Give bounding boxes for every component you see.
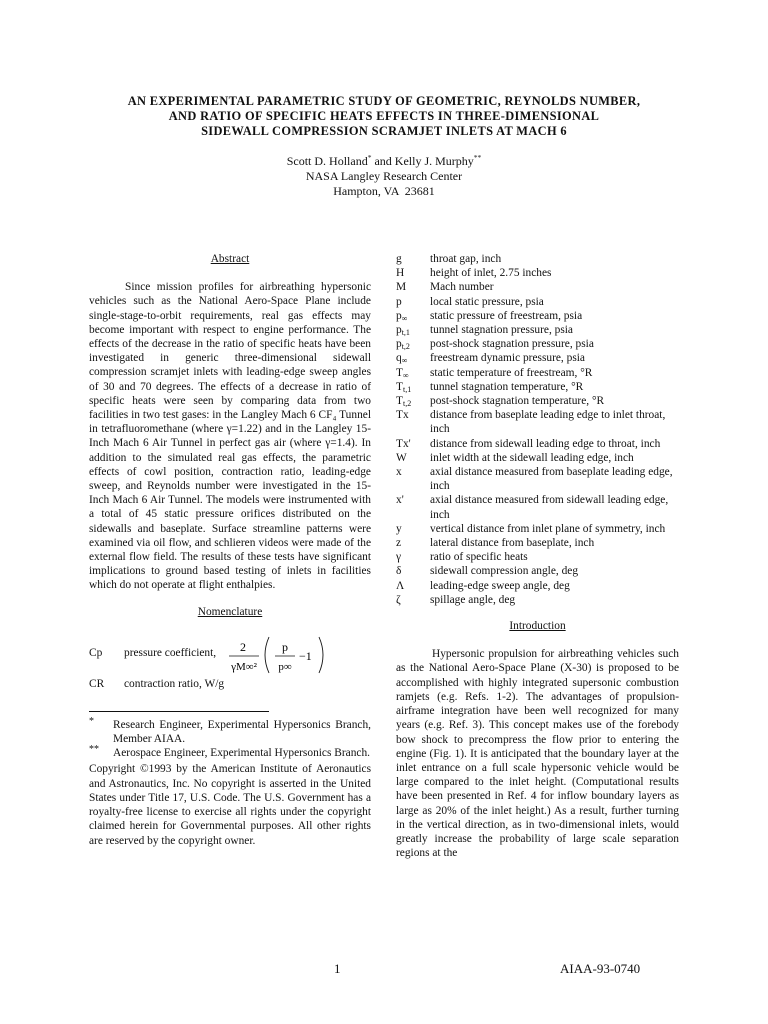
nomenclature-item [396, 394, 679, 408]
nomenclature-item [396, 550, 679, 564]
paper-id: AIAA-93-0740 [560, 961, 641, 976]
author-block [90, 150, 678, 199]
affiliation: NASA Langley Research Center [305, 169, 463, 183]
nomenclature-description: height of inlet, 2.75 inches [430, 267, 552, 280]
formula-right-paren [319, 637, 323, 673]
nomenclature-symbol-base: Tx' [396, 437, 411, 450]
nomenclature-description: static pressure of freestream, psia [430, 309, 583, 322]
nomenclature-item [396, 437, 679, 451]
nomenclature-item [396, 522, 679, 536]
nomenclature-description: sidewall compression angle, deg [430, 565, 579, 578]
nomenclature-item [396, 593, 679, 607]
nomenclature-item [396, 465, 679, 493]
nomenclature-description: inlet width at the sidewall leading edge, inch [430, 451, 634, 464]
footnote-2-text: Aerospace Engineer, Experimental Hypersonics Branch. [113, 747, 371, 760]
page-number: 1 [334, 961, 341, 976]
nomenclature-symbol-base: Λ [396, 579, 405, 592]
nomenclature-symbol-subscript: ∞ [401, 356, 408, 366]
nomenclature-item [396, 366, 679, 380]
nomenclature-symbol-base: g [396, 253, 402, 265]
footnote-1-text: Research Engineer, Experimental Hypersonics Branch, Member AIAA. [113, 718, 371, 746]
nomenclature-item [396, 564, 679, 578]
cp-formula [229, 633, 369, 677]
nomenclature-symbol [396, 280, 406, 294]
formula-left-paren [265, 637, 269, 673]
abstract-text: Since mission profiles for airbreathing hypersonic vehicles such as the National Aero-Space Plane include single-stage-to-orbit requirements, real gas effects may become important with respect to engine performance. The effects of the decrease in the ratio of specific heats have been investigated in generic three-dimensional sidewall compression scramjet inlets with leading-edge sweep angles of 30 and 70 degrees. The effects of a decrease in ratio of specific heats were seen by comparing data from two facilities in two test gases: in the Langley Mach 6 CF₄ Tunnel in tetrafluoromethane (where γ=1.22) and in the Langley 15-Inch Mach 6 Air Tunnel in perfect gas air (where γ=1.4). In addition to the simulated real gas effects, the parametric effects of cowl position, contraction ratio, leading-edge sweep, and Reynolds number were investigated in the 15-Inch Mach 6 Air Tunnel. The models were instrumented with a total of 45 static pressure orifices distributed on the sidewalls and baseplate. Surface streamline patterns were examined via oil flow, and schlieren videos were made of the external flow field. The results of these tests have significant implications to ground based testing of inlets in facilities which do not operate at flight enthalpies. [89, 281, 371, 592]
nomenclature-symbol-subscript: t,1 [401, 328, 410, 338]
left-column [89, 252, 371, 848]
nomenclature-description: throat gap, inch [430, 253, 502, 265]
nomenclature-symbol [396, 536, 401, 550]
author-line [90, 150, 678, 169]
cp-symbol: Cp [89, 646, 103, 659]
nomenclature-symbol-base: p [396, 309, 402, 322]
nomenclature-symbol [396, 252, 402, 266]
nomenclature-symbol-base: z [396, 537, 402, 550]
nomenclature-item [396, 266, 679, 280]
nomenclature-symbol-base: ζ [396, 593, 401, 606]
author-1-mark: * [367, 153, 372, 162]
nomenclature-heading: Nomenclature [197, 605, 263, 618]
nomenclature-symbol [396, 522, 402, 536]
nomenclature-item [396, 280, 679, 294]
formula-inner-denominator: p∞ [278, 660, 292, 673]
nomenclature-description: vertical distance from inlet plane of symmetry, inch [430, 522, 666, 535]
nomenclature-symbol-base: T [396, 380, 403, 393]
nomenclature-symbol-base: x' [396, 494, 404, 507]
nomenclature-item [396, 351, 679, 365]
nomenclature-symbol [396, 451, 407, 465]
nomenclature-item [396, 380, 679, 394]
footnote-1 [89, 715, 371, 746]
title-line-2: AND RATIO OF SPECIFIC HEATS EFFECTS IN THREE-DIMENSIONAL [168, 109, 600, 123]
nomenclature-description: tunnel stagnation temperature, °R [430, 380, 584, 393]
author-connector: and [371, 154, 395, 168]
nomenclature-description: axial distance measured from baseplate leading edge, inch [430, 466, 673, 493]
nomenclature-symbol-base: δ [396, 565, 402, 578]
nomenclature-description: Mach number [430, 281, 494, 294]
copyright-notice: Copyright ©1993 by the American Institute of Aeronautics and Astronautics, Inc. No copyright is asserted in the United States under Title 17, U.S. Code. The U.S. Government has a royalty-free license to exercise all rights under the copyright claimed herein for Governmental purposes. All other rights are reserved by the copyright owner. [89, 763, 371, 847]
nomenclature-description: post-shock stagnation temperature, °R [430, 395, 605, 408]
nomenclature-item [396, 252, 679, 266]
nomenclature-symbol-base: M [396, 281, 407, 294]
introduction-text: Hypersonic propulsion for airbreathing vehicles such as the National Aero-Space Plane (X-30) is proposed to be accomplished with highly integrated supersonic combustion ramjets (e.g. Refs. 1-2). The advantages of propulsion-airframe integration have been well recognized for many years (e.g. Ref. 3). This concept makes use of the forebody bow shock to precompress the flow prior to entering the engine (Fig. 1). It is anticipated that the boundary layer at the inlet entrance on a full scale hypersonic vehicle would be large compared to the inlet height. (Computational results have been presented in Ref. 4 for inflow boundary layers as large as 20% of the inlet height.) As a result, further turning in the vertical direction, as in two-dimensional inlets, would greatly increase the probability of large scale separation regions at the [396, 648, 679, 860]
nomenclature-symbol-base: p [396, 324, 402, 337]
nomenclature-symbol [396, 579, 404, 593]
author-2-mark: ** [473, 153, 482, 162]
nomenclature-description: axial distance measured from sidewall leading edge, inch [430, 494, 669, 521]
nomenclature-list [396, 252, 679, 607]
formula-minus-one: −1 [299, 648, 312, 663]
nomenclature-symbol-base: q [396, 352, 402, 365]
nomenclature-item [396, 536, 679, 550]
nomenclature-description: spillage angle, deg [430, 593, 516, 606]
nomenclature-symbol [396, 437, 411, 451]
nomenclature-description: local static pressure, psia [430, 295, 544, 308]
nomenclature-symbol-base: y [396, 522, 402, 535]
nomenclature-item [396, 309, 679, 323]
nomenclature-item [396, 493, 679, 521]
nomenclature-symbol-base: W [396, 451, 407, 464]
nomenclature-symbol [396, 465, 402, 479]
nomenclature-symbol-base: T [396, 366, 403, 379]
introduction-heading: Introduction [509, 620, 566, 633]
author-2: Kelly J. Murphy [394, 154, 474, 168]
nomenclature-description: post-shock stagnation pressure, psia [430, 338, 594, 351]
footnote-1-mark: * [89, 715, 94, 727]
nomenclature-item [396, 323, 679, 337]
nomenclature-item [396, 408, 679, 436]
nomenclature-symbol-subscript: t,2 [401, 342, 410, 352]
title-line-1: AN EXPERIMENTAL PARAMETRIC STUDY OF GEOMETRIC, REYNOLDS NUMBER, [127, 94, 641, 108]
nomenclature-description: leading-edge sweep angle, deg [430, 579, 570, 592]
nomenclature-symbol [396, 493, 404, 507]
nomenclature-symbol-subscript: t,1 [402, 384, 412, 394]
footnote-2-mark: ** [89, 744, 99, 756]
nomenclature-description: static temperature of freestream, °R [430, 366, 593, 379]
cp-description: pressure coefficient, [124, 646, 217, 659]
nomenclature-description: lateral distance from baseplate, inch [430, 537, 595, 550]
footnote-rule [89, 711, 269, 712]
footnote-2 [89, 746, 371, 760]
address: Hampton, VA 23681 [333, 184, 435, 198]
nomenclature-description: distance from baseplate leading edge to inlet throat, inch [430, 409, 666, 436]
nomenclature-item [396, 337, 679, 351]
title-line-3: SIDEWALL COMPRESSION SCRAMJET INLETS AT MACH 6 [201, 124, 567, 138]
nomenclature-symbol-subscript: t,2 [402, 399, 412, 409]
nomenclature-symbol-base: H [396, 267, 405, 280]
nomenclature-symbol-subscript: ∞ [402, 370, 409, 380]
nomenclature-symbol-base: γ [396, 551, 402, 564]
nomenclature-symbol-base: p [396, 295, 402, 308]
nomenclature-symbol-base: p [396, 338, 402, 351]
nomenclature-symbol-subscript: ∞ [401, 313, 408, 323]
nomenclature-symbol-base: x [396, 466, 402, 479]
nomenclature-symbol-base: Tx [396, 409, 409, 422]
nomenclature-symbol [396, 266, 404, 280]
nomenclature-description: distance from sidewall leading edge to throat, inch [430, 437, 661, 450]
nomenclature-symbol [396, 550, 401, 564]
formula-denominator: γM∞² [231, 660, 257, 673]
nomenclature-symbol [396, 564, 401, 578]
author-1: Scott D. Holland [286, 154, 368, 168]
nomenclature-item [396, 579, 679, 593]
cr-description: contraction ratio, W/g [124, 677, 225, 690]
abstract-heading: Abstract [210, 253, 250, 265]
nomenclature-symbol-base: T [396, 395, 403, 408]
nomenclature-item [396, 451, 679, 465]
formula-inner-numerator: p [282, 639, 288, 654]
nomenclature-description: freestream dynamic pressure, psia [430, 352, 585, 365]
paper-title [90, 94, 678, 139]
cp-definition [89, 633, 371, 677]
nomenclature-description: tunnel stagnation pressure, psia [430, 324, 573, 337]
nomenclature-symbol [396, 593, 401, 607]
formula-numerator: 2 [240, 639, 246, 654]
cr-definition [89, 677, 371, 693]
nomenclature-symbol [396, 408, 409, 422]
right-column [396, 252, 679, 860]
nomenclature-symbol [396, 295, 402, 309]
cr-symbol: CR [89, 677, 105, 690]
nomenclature-description: ratio of specific heats [430, 551, 528, 564]
nomenclature-item [396, 295, 679, 309]
